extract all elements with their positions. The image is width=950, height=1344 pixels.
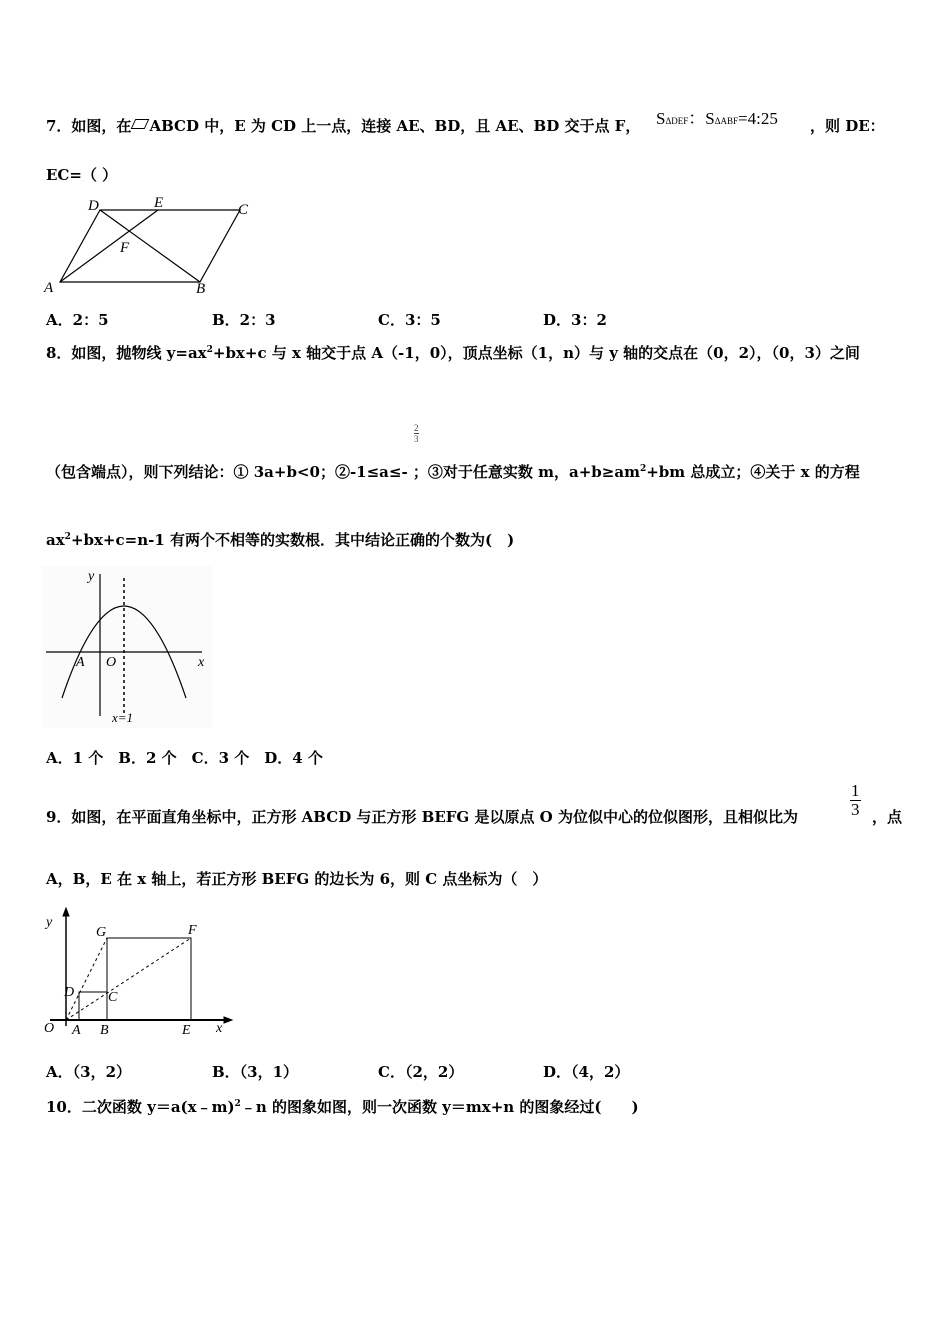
q7-option-b[interactable]: B．2：3	[212, 311, 276, 329]
label-B: B	[196, 281, 206, 297]
q7-area-ratio: SΔDEF：SΔABF=4:25	[656, 109, 778, 128]
label-C: C	[108, 990, 118, 1005]
q7-line1-suffix: ，则 DE：	[810, 117, 885, 135]
label-x: x	[198, 655, 205, 670]
q7-option-d[interactable]: D．3：2	[543, 311, 607, 329]
label-E: E	[154, 195, 164, 211]
q7-line2: EC=（ ）	[46, 166, 118, 184]
label-D: D	[64, 985, 75, 1000]
q7-option-a[interactable]: A．2：5	[46, 311, 109, 329]
q8-figure-parabola	[42, 566, 212, 728]
q8-small-fraction: 2 3	[414, 423, 419, 444]
q9-line2: A，B，E 在 x 轴上，若正方形 BEFG 的边长为 6，则 C 点坐标为（ ）	[46, 870, 548, 888]
q10-line1: 10．二次函数 y＝a(x﹣m)$^2$﹣n 的图象如图，则一次函数 y＝mx+n 的图象经过( )	[46, 1098, 639, 1116]
label-B: B	[100, 1023, 109, 1038]
label-y: y	[88, 569, 95, 584]
q7-figure-parallelogram	[40, 192, 260, 302]
label-O: O	[106, 655, 117, 670]
q7-line1: 7．如图，在 ABCD 中，E 为 CD 上一点，连接 AE、BD，且 AE、BD 交于点 F，	[46, 117, 641, 135]
q9-line1: 9．如图，在平面直角坐标中，正方形 ABCD 与正方形 BEFG 是以原点 O 为位似中心的位似图形，且相似比为	[46, 808, 798, 826]
q9-option-b[interactable]: B．（3，1）	[212, 1063, 299, 1081]
label-O: O	[44, 1021, 55, 1036]
label-x: x	[216, 1021, 223, 1036]
label-A: A	[72, 1023, 81, 1038]
q9-figure-squares	[40, 906, 240, 1042]
q8-line3: $ax^2+bx+c=n-1$ 有两个不相等的实数根．其中结论正确的个数为( )	[46, 531, 515, 549]
q9-option-a[interactable]: A．（3，2）	[46, 1063, 132, 1081]
label-axis-of-symmetry: x=1	[112, 710, 134, 725]
q9-option-c[interactable]: C．（2，2）	[378, 1063, 464, 1081]
label-C: C	[238, 202, 249, 218]
q8-line1: 8．如图，抛物线 $y=ax^2+bx+c$ 与 x 轴交于点 A（-1，0），顶点坐标（1，n）与 y 轴的交点在（0，2），（0，3）之间	[46, 344, 860, 362]
q9-fraction: $\frac{1}{3}$	[851, 781, 860, 819]
q8-options[interactable]: A．1 个 B．2 个 C．3 个 D．4 个	[46, 749, 323, 767]
q7-option-c[interactable]: C．3：5	[378, 311, 441, 329]
label-A: A	[76, 655, 85, 670]
label-F: F	[120, 240, 130, 256]
q9-line1-suffix: ，点	[872, 808, 903, 826]
q9-option-d[interactable]: D．（4，2）	[543, 1063, 630, 1081]
label-A: A	[44, 280, 54, 296]
parallelogram-icon	[131, 119, 150, 129]
label-D: D	[88, 198, 99, 214]
label-G: G	[96, 925, 107, 940]
q8-line2: （包含端点），则下列结论：① 3a+b<0；②-1≤a≤- ；③对于任意实数 m，$a+b\ge am^2+bm$ 总成立；④关于 x 的方程	[46, 463, 860, 481]
label-y: y	[46, 915, 53, 930]
label-F: F	[188, 923, 197, 938]
label-E: E	[182, 1023, 191, 1038]
